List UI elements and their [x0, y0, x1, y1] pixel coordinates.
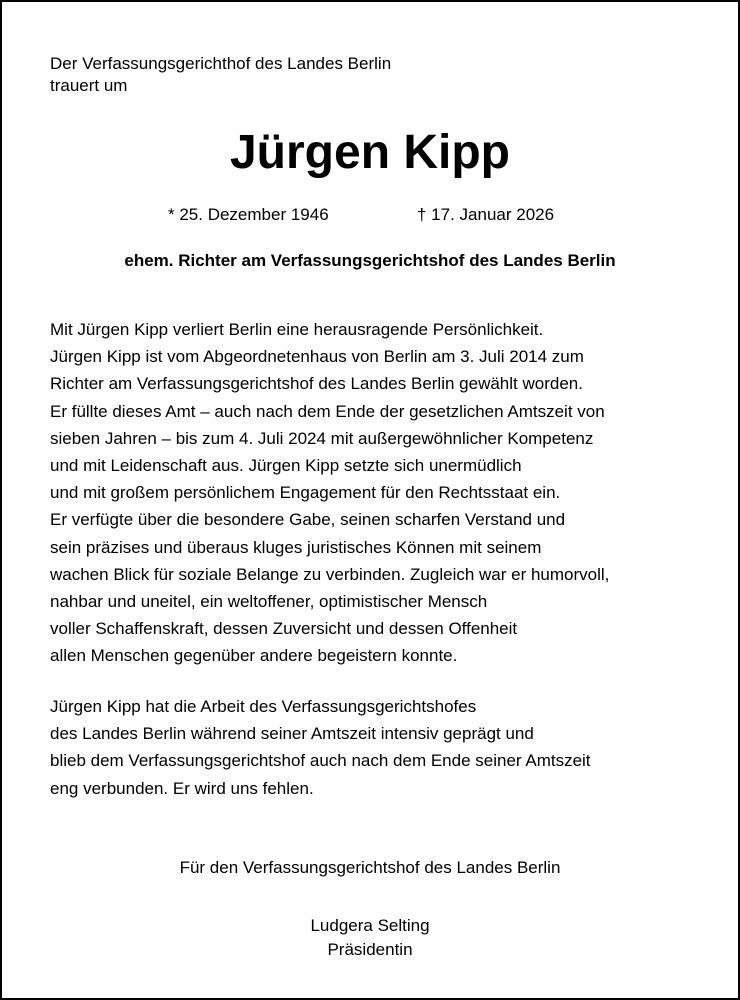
paragraph-line: Jürgen Kipp hat die Arbeit des Verfassungsgerichtshofes [50, 697, 477, 716]
paragraph-line: und mit Leidenschaft aus. Jürgen Kipp setzte sich unermüdlich [50, 456, 522, 476]
paragraph-line: Jürgen Kipp ist vom Abgeordnetenhaus von Berlin am 3. Juli 2014 zum [50, 347, 584, 367]
paragraph-line: Mit Jürgen Kipp verliert Berlin eine herausragende Persönlichkeit. [50, 320, 544, 339]
paragraph-line: voller Schaffenskraft, dessen Zuversicht und dessen Offenheit [50, 619, 518, 639]
signature-block [2, 914, 738, 962]
birth-date: * 25. Dezember 1946 [168, 205, 329, 224]
paragraph-line: sieben Jahren – bis zum 4. Juli 2024 mit außergewöhnlicher Kompetenz [50, 428, 594, 448]
header-line-institution: Der Verfassungsgerichthof des Landes Berlin [50, 54, 392, 73]
paragraph-line: Er füllte dieses Amt – auch nach dem Ende der gesetzlichen Amtszeit von [50, 401, 605, 421]
signer-title: Präsidentin [327, 940, 413, 959]
paragraph-tribute [50, 316, 609, 670]
paragraph-line: blieb dem Verfassungsgerichtshof auch nach dem Ende seiner Amtszeit [50, 751, 591, 771]
paragraph-line: des Landes Berlin während seiner Amtszeit intensiv geprägt und [50, 724, 534, 744]
paragraph-line: sein präzises und überaus kluges juristisches Können mit seinem [50, 537, 542, 557]
paragraph-line: eng verbunden. Er wird uns fehlen. [50, 778, 314, 798]
paragraph-legacy [50, 693, 591, 802]
signer-name: Ludgera Selting [310, 916, 430, 935]
paragraph-line: Er verfügte über die besondere Gabe, seinen scharfen Verstand und [50, 510, 566, 530]
death-date: † 17. Januar 2026 [417, 205, 555, 224]
paragraph-line: nahbar und uneitel, ein weltoffener, optimistischer Mensch [50, 592, 488, 612]
paragraph-line: wachen Blick für soziale Belange zu verbinden. Zugleich war er humorvoll, [50, 564, 610, 584]
paragraph-line: allen Menschen gegenüber andere begeistern konnte. [50, 646, 458, 666]
header-text [50, 53, 391, 97]
closing-institution: Für den Verfassungsgerichtshof des Landes Berlin [179, 858, 561, 877]
deceased-name: Jürgen Kipp [229, 126, 510, 179]
paragraph-line: und mit großem persönlichem Engagement für den Rechtsstaat ein. [50, 483, 561, 503]
header-line-mourns: trauert um [50, 76, 128, 95]
paragraph-line: Richter am Verfassungsgerichtshof des Landes Berlin gewählt worden. [50, 374, 583, 394]
former-role: ehem. Richter am Verfassungsgerichtshof des Landes Berlin [124, 251, 616, 270]
